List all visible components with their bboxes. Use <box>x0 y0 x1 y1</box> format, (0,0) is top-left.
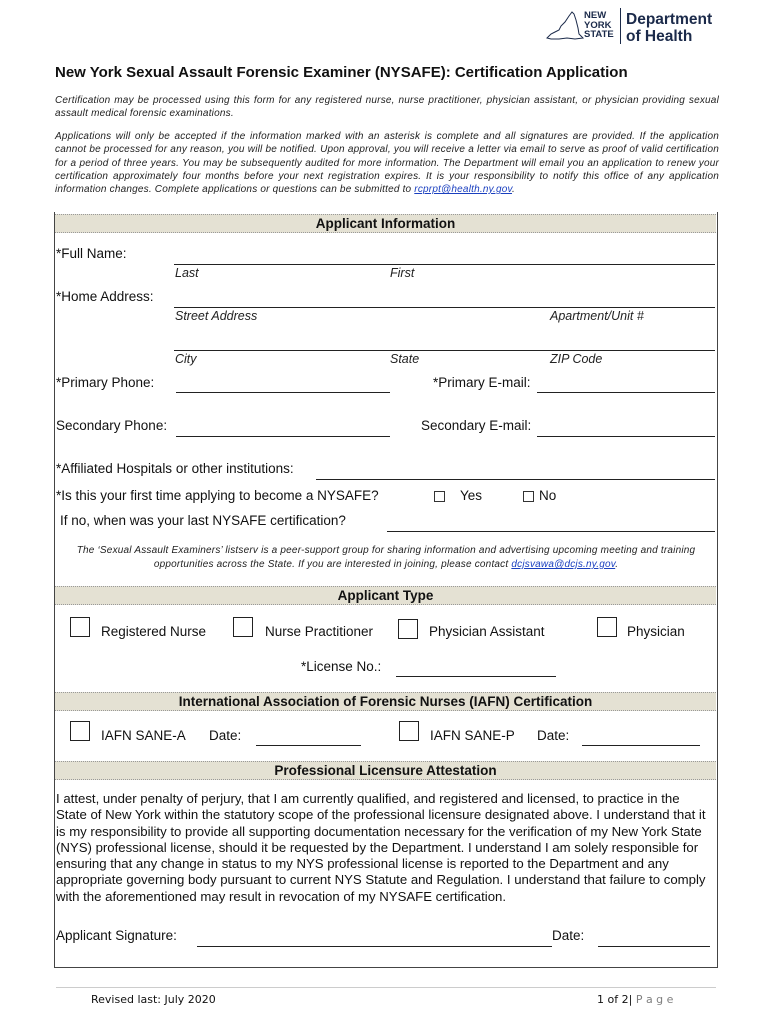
listserv-note <box>66 544 706 572</box>
attestation-heading: Professional Licensure Attestation <box>55 761 716 780</box>
intro-paragraph-1: Certification may be processed using this form for any registered nurse, nurse practitioner, physician assistant, or physician providing sexual assault medical forensic examinations. <box>55 95 719 120</box>
primary-email-label: *Primary E-mail: <box>433 375 531 390</box>
affiliated-field[interactable] <box>316 479 715 480</box>
logo-state-line1: NEW <box>584 10 607 21</box>
logo-department-text <box>626 11 712 45</box>
footer-divider <box>56 987 716 988</box>
contact-email-link[interactable]: rcprpt@health.ny.gov <box>414 184 513 196</box>
nys-map-icon <box>545 8 585 44</box>
iafn-sane-p-checkbox[interactable] <box>399 721 419 741</box>
registered-nurse-label: Registered Nurse <box>101 624 207 639</box>
primary-email-field[interactable] <box>537 392 715 393</box>
page-word: P a g e <box>635 993 674 1006</box>
state-caption: State <box>390 352 420 366</box>
nurse-practitioner-label: Nurse Practitioner <box>265 624 374 639</box>
listserv-period: . <box>615 559 619 570</box>
iafn-sane-p-date-label: Date: <box>537 728 570 743</box>
last-cert-label: If no, when was your last NYSAFE certification? <box>60 513 346 528</box>
logo-state-text <box>584 11 614 40</box>
logo-dept-line2: of Health <box>626 28 693 45</box>
apartment-caption: Apartment/Unit # <box>550 309 644 323</box>
signature-label: Applicant Signature: <box>56 928 177 943</box>
physician-assistant-label: Physician Assistant <box>429 624 545 639</box>
page-count: 1 of 2 <box>597 993 629 1006</box>
signature-field[interactable] <box>197 946 552 947</box>
secondary-email-label: Secondary E-mail: <box>421 418 532 433</box>
page-number <box>597 993 673 1006</box>
first-time-label: *Is this your first time applying to become a NYSAFE? <box>56 488 379 503</box>
first-time-no-label: No <box>539 488 557 503</box>
first-time-no-checkbox[interactable] <box>523 491 534 502</box>
first-time-yes-checkbox[interactable] <box>434 491 445 502</box>
logo-divider <box>620 8 621 44</box>
intro-paragraph-2 <box>55 130 719 196</box>
primary-phone-label: *Primary Phone: <box>56 375 155 390</box>
secondary-phone-field[interactable] <box>176 436 390 437</box>
applicant-type-heading: Applicant Type <box>55 586 716 605</box>
applicant-info-heading: Applicant Information <box>55 214 716 233</box>
revised-date: Revised last: July 2020 <box>91 993 216 1006</box>
page-title: New York Sexual Assault Forensic Examiner (NYSAFE): Certification Application <box>55 64 628 81</box>
attestation-text: I attest, under penalty of perjury, that I am currently qualified, and registered and licensed, to practice in the State of New York within the statutory scope of the professional licensure designated above. I understand that it is my responsibility to provide all supporting documentation necessary for the verification of my New York State (NYS) professional license, should it be requested by the Department. I understand I am solely responsible for ensuring that any change in status to my NYS professional license is reported to the Department and any appropriate governing body pursuant to current NYS Statute and Regulation. I understand that failure to comply with the aforementioned may result in revocation of my NYSAFE certification. <box>56 791 706 904</box>
listserv-email-link[interactable]: dcjsvawa@dcjs.ny.gov <box>511 559 616 570</box>
city-state-zip-field[interactable] <box>174 350 715 351</box>
iafn-sane-a-checkbox[interactable] <box>70 721 90 741</box>
iafn-sane-a-date-field[interactable] <box>256 745 361 746</box>
secondary-email-field[interactable] <box>537 436 715 437</box>
nurse-practitioner-checkbox[interactable] <box>233 617 253 637</box>
home-address-label: *Home Address: <box>56 289 154 304</box>
signature-date-field[interactable] <box>598 946 710 947</box>
iafn-heading: International Association of Forensic Nurses (IAFN) Certification <box>55 692 716 711</box>
registered-nurse-checkbox[interactable] <box>70 617 90 637</box>
logo-state-line3: STATE <box>584 29 614 40</box>
logo-state-line2: YORK <box>584 19 612 31</box>
physician-checkbox[interactable] <box>597 617 617 637</box>
full-name-field[interactable] <box>174 264 715 265</box>
signature-date-label: Date: <box>552 928 585 943</box>
iafn-sane-p-date-field[interactable] <box>582 745 700 746</box>
last-cert-field[interactable] <box>387 531 715 532</box>
physician-label: Physician <box>627 624 685 639</box>
iafn-sane-a-date-label: Date: <box>209 728 242 743</box>
page-sep: | <box>628 993 633 1006</box>
affiliated-label: *Affiliated Hospitals or other institutions: <box>56 461 294 476</box>
intro-paragraph-2-text: Applications will only be accepted if the information marked with an asterisk is complete and all signatures are provided. If the application cannot be processed for any reason, you will be notified. Upon approval, you will receive a letter via email to serve as proof of valid certification for a period of three years. You may be subsequently audited for more information. The Department will email you an application to renew your certification approximately four months before your next registration expires. It is your responsibility to notify this office of any application information changes. Complete applications or questions can be submitted to <box>55 131 719 196</box>
last-name-caption: Last <box>175 266 199 280</box>
street-address-field[interactable] <box>174 307 715 308</box>
intro-period: . <box>512 184 515 196</box>
zip-caption: ZIP Code <box>550 352 603 366</box>
primary-phone-field[interactable] <box>176 392 390 393</box>
listserv-note-text: The ‘Sexual Assault Examiners’ listserv is a peer-support group for sharing information and advertising upcoming meeting and training opportunities across the State. If you are interested in joining, please contact <box>76 545 696 570</box>
full-name-label: *Full Name: <box>56 246 127 261</box>
first-name-caption: First <box>390 266 415 280</box>
city-caption: City <box>175 352 197 366</box>
license-number-field[interactable] <box>396 676 556 677</box>
first-time-yes-label: Yes <box>460 488 483 503</box>
physician-assistant-checkbox[interactable] <box>398 619 418 639</box>
logo-dept-line1: Department <box>626 11 713 28</box>
secondary-phone-label: Secondary Phone: <box>56 418 168 433</box>
license-number-label: *License No.: <box>301 659 382 674</box>
iafn-sane-p-label: IAFN SANE-P <box>430 728 515 743</box>
street-address-caption: Street Address <box>175 309 258 323</box>
iafn-sane-a-label: IAFN SANE-A <box>101 728 186 743</box>
